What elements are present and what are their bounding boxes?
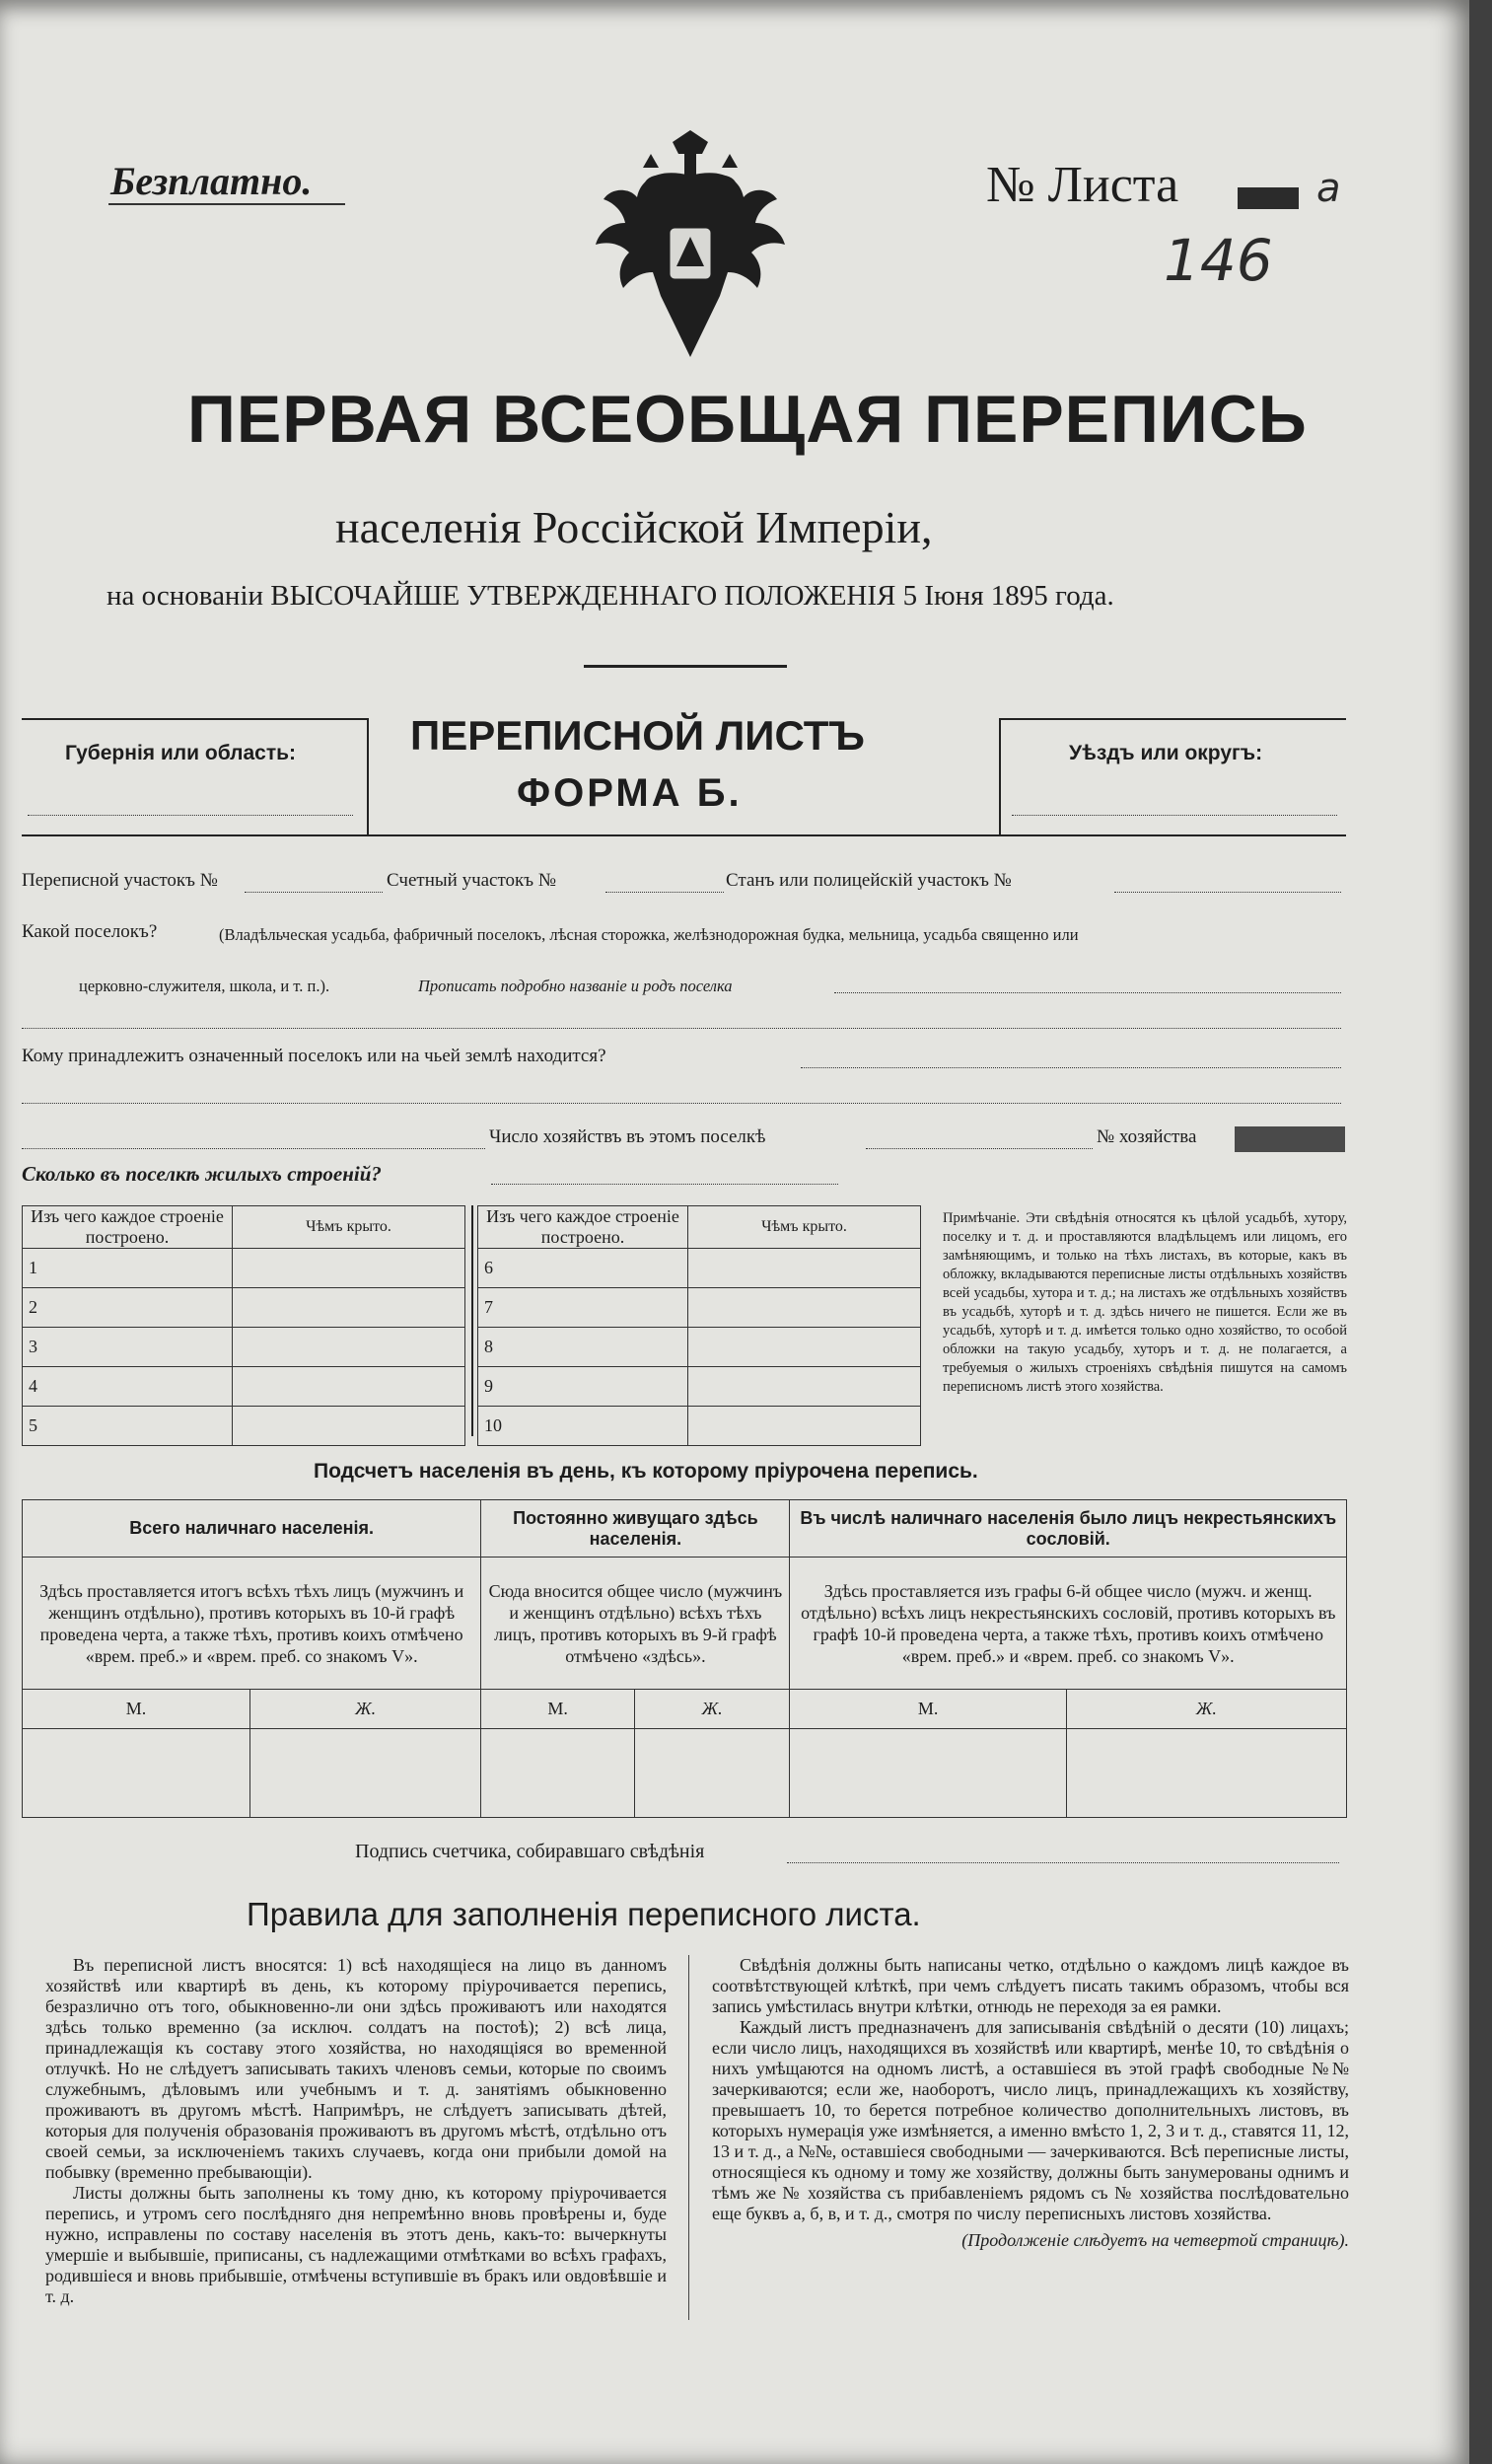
- settlement-hint: (Владѣльческая усадьба, фабричный поселокъ, лѣсная сторожка, желѣзнодорожная будка, мельница, усадьба священно или: [219, 925, 1079, 944]
- sheet-number-redaction: [1238, 187, 1299, 209]
- form-box-top-left: [22, 718, 367, 720]
- police-area-field[interactable]: [1114, 892, 1341, 893]
- form-subtitle: ФОРМА Б.: [517, 771, 743, 815]
- rules-left-paragraph-1: Въ переписной листъ вносятся: 1) всѣ находящіеся на лицо въ данномъ хозяйствѣ или квартирѣ въ день, къ которому пріурочивается перепись, безразлично отъ того, обыкновенно-ли они здѣсь проживаютъ или находятся здѣсь только временно (за исключ. солдатъ на постоѣ); 2) всѣ лица, принадлежащія къ составу этого хозяйства, но находящіяся во временной отлучкѣ. Но не слѣдуетъ записывать такихъ членовъ семьи, которые по своимъ служебнымъ, дѣловымъ или учебнымъ и т. д. занятіямъ обыкновенно проживаютъ въ другомъ мѣстѣ. Напримѣръ, не слѣдуетъ записывать дѣтей, которыя для полученія образованія проживаютъ въ другомъ мѣстѣ, отдѣльно отъ своей семьи, за исключеніемъ такихъ случаевъ, когда они прибыли домой на побывку (временно пребывающіи).: [45, 1955, 667, 2182]
- permanent-population-header: Постоянно живущаго здѣсь населенія.: [481, 1500, 790, 1558]
- building-row-number: 6: [478, 1249, 688, 1288]
- owner-question: Кому принадлежитъ означенный поселокъ или на чьей землѣ находится?: [22, 1046, 606, 1066]
- roof-cell[interactable]: [688, 1249, 921, 1288]
- roof-cell[interactable]: [233, 1249, 465, 1288]
- roof-cell[interactable]: [233, 1288, 465, 1328]
- rules-column-divider: [688, 1955, 689, 2320]
- province-label: Губернія или область:: [65, 742, 297, 764]
- building-row-number: 10: [478, 1407, 688, 1446]
- rules-left-column: [45, 1955, 667, 2307]
- free-underline: [108, 203, 345, 205]
- building-row-number: 5: [23, 1407, 233, 1446]
- rules-right-column: [712, 1955, 1349, 2251]
- permanent-population-text: Сюда вносится общее число (мужчинъ и женщинъ отдѣльно) всѣхъ тѣхъ лицъ, противъ которыхъ въ 9-й графѣ отмѣчено «здѣсь».: [481, 1558, 790, 1690]
- material-column-header: Изъ чего каждое строеніе построено.: [478, 1206, 688, 1249]
- owner-field-2[interactable]: [22, 1103, 1341, 1104]
- building-row-number: 3: [23, 1328, 233, 1367]
- free-label: Безплатно.: [110, 159, 313, 203]
- roof-cell[interactable]: [233, 1328, 465, 1367]
- census-basis: на основаніи ВЫСОЧАЙШЕ УТВЕРЖДЕННАГО ПОЛОЖЕНІЯ 5 Іюня 1895 года.: [107, 580, 1114, 612]
- settlement-question: Какой поселокъ?: [22, 921, 158, 942]
- roof-cell[interactable]: [233, 1407, 465, 1446]
- buildings-note: Примѣчаніе. Эти свѣдѣнія относятся къ цѣлой усадьбѣ, хутору, поселку и т. д. и проставляются владѣльцемъ или лицомъ, его замѣняющимъ, и только на тѣхъ листахъ, въ которые, какъ въ обложку, вкладываются переписные листы отдѣльныхъ хозяйствъ всей усадьбы, хутора и т. д.; на листахъ же отдѣльныхъ хозяйствъ въ усадьбѣ, хуторѣ и т. д. здѣсь ничего не пишется. Если же въ усадьбѣ, хуторѣ и т. д. имѣется только одно хозяйство, то особой обложки на такую усадьбу, хуторъ и т. д. не полагается, а требуемыя о жилыхъ строеніяхъ свѣдѣнія пишутся на самомъ переписномъ листѣ этого хозяйства.: [943, 1210, 1347, 1395]
- buildings-table-right: [477, 1205, 921, 1446]
- sheet-number-label: № Листа: [986, 157, 1179, 213]
- title-divider: [584, 665, 787, 668]
- permanent-female-cell[interactable]: [634, 1729, 790, 1818]
- count-area-label: Счетный участокъ №: [387, 870, 556, 891]
- roof-column-header: Чѣмъ крыто.: [233, 1206, 465, 1249]
- total-population-header: Всего наличнаго населенія.: [23, 1500, 481, 1558]
- female-column: Ж.: [1066, 1690, 1346, 1729]
- census-subtitle: населенія Россійской Имперіи,: [335, 502, 933, 552]
- building-row-number: 7: [478, 1288, 688, 1328]
- households-count-field[interactable]: [866, 1148, 1093, 1149]
- material-column-header: Изъ чего каждое строеніе построено.: [23, 1206, 233, 1249]
- census-area-field[interactable]: [245, 892, 383, 893]
- household-number-label: № хозяйства: [1097, 1126, 1197, 1147]
- roof-cell[interactable]: [688, 1288, 921, 1328]
- owner-field-1[interactable]: [801, 1067, 1341, 1068]
- roof-cell[interactable]: [688, 1367, 921, 1407]
- count-area-field[interactable]: [605, 892, 724, 893]
- household-number-redaction: [1235, 1126, 1345, 1152]
- settlement-hint-2: церковно-служителя, школа, и т. п.).: [79, 977, 330, 995]
- rules-title: Правила для заполненія переписного листа.: [247, 1896, 921, 1932]
- buildings-table-divider: [471, 1205, 473, 1436]
- building-row-number: 2: [23, 1288, 233, 1328]
- buildings-field[interactable]: [491, 1184, 838, 1185]
- rules-right-paragraph-2: Каждый листъ предназначенъ для записыванія свѣдѣній о десяти (10) лицахъ; если число лицъ, находящихся въ хозяйствѣ или квартирѣ, менѣе 10, то свѣдѣнія о нихъ умѣщаются на одномъ листѣ, а оставшіеся въ этой графѣ свободные №№ зачеркиваются; если же, наоборотъ, число лицъ, принадлежащихъ къ хозяйству, превышаетъ 10, то берется потребное количество дополнительныхъ листовъ, въ которыхъ нумерація уже измѣняется, а именно вмѣсто 1, 2, 3 и т. д., ставятся 11, 12, 13 и т. д., а №№, оставшіеся свободными — зачеркиваются. Всѣ переписные листы, относящіеся къ одному и тому же хозяйству, должны быть занумерованы однимъ и тѣмъ же № хозяйства съ прибавленіемъ рядомъ съ № хозяйства послѣдовательно еще буквъ а, б, в, и т. д., смотря по числу переписныхъ листовъ хозяйства.: [712, 2017, 1349, 2223]
- total-population-text: Здѣсь проставляется итогъ всѣхъ тѣхъ лицъ (мужчинъ и женщинъ отдѣльно), противъ которыхъ въ 10-й графѣ проведена черта, а также тѣхъ, противъ коихъ отмѣчено «врем. преб.» и «врем. преб. со знакомъ V».: [23, 1558, 481, 1690]
- signature-field[interactable]: [787, 1862, 1339, 1863]
- building-row-number: 1: [23, 1249, 233, 1288]
- form-box-divider-left: [367, 718, 369, 834]
- total-female-cell[interactable]: [249, 1729, 480, 1818]
- households-prefix-line[interactable]: [22, 1148, 485, 1149]
- roof-column-header: Чѣмъ крыто.: [688, 1206, 921, 1249]
- roof-cell[interactable]: [688, 1328, 921, 1367]
- population-title: Подсчетъ населенія въ день, къ которому пріурочена перепись.: [314, 1460, 978, 1483]
- signature-label: Подпись счетчика, собиравшаго свѣдѣнія: [355, 1841, 705, 1862]
- form-title: ПЕРЕПИСНОЙ ЛИСТЪ: [410, 712, 865, 759]
- buildings-table-left: [22, 1205, 465, 1446]
- rules-left-paragraph-2: Листы должны быть заполнены къ тому дню, къ которому пріурочивается перепись, и утромъ сего послѣдняго дня непремѣнно вновь провѣрены и, буде нужно, исправлены по составу населенія въ этотъ день, какъ-то: вычеркнуты умершіе и выбывшіе, приписаны, съ надлежащими отмѣтками во всѣхъ графахъ, родившіеся и вновь прибывшіе, отмѣчены вступившіе въ бракъ или овдовѣвшіе и т. д.: [45, 2183, 667, 2306]
- building-row-number: 9: [478, 1367, 688, 1407]
- roof-cell[interactable]: [688, 1407, 921, 1446]
- male-column: М.: [790, 1690, 1066, 1729]
- settlement-field-1[interactable]: [834, 992, 1341, 993]
- police-area-label: Станъ или полицейскій участокъ №: [726, 870, 1012, 891]
- form-box-bottom: [22, 834, 1346, 836]
- female-column: Ж.: [634, 1690, 790, 1729]
- rules-right-paragraph-1: Свѣдѣнія должны быть написаны четко, отдѣльно о каждомъ лицѣ каждое въ соотвѣтствующей клѣткѣ, при чемъ слѣдуетъ писать такимъ образомъ, чтобы вся запись умѣстилась внутри клѣтки, отнюдь не переходя за ея рамки.: [712, 1955, 1349, 2016]
- settlement-field-2[interactable]: [22, 1028, 1341, 1029]
- non-peasant-male-cell[interactable]: [790, 1729, 1066, 1818]
- sheet-letter-handwritten: а: [1316, 166, 1341, 211]
- district-label: Уѣздъ или округъ:: [1069, 742, 1263, 764]
- sheet-number-handwritten: 146: [1164, 227, 1273, 294]
- form-box-top-right: [999, 718, 1346, 720]
- settlement-hint-3: Прописать подробно названіе и родъ поселка: [418, 977, 733, 995]
- census-area-label: Переписной участокъ №: [22, 870, 218, 891]
- roof-cell[interactable]: [233, 1367, 465, 1407]
- male-column: М.: [481, 1690, 634, 1729]
- households-count-label: Число хозяйствъ въ этомъ поселкѣ: [489, 1126, 766, 1147]
- permanent-male-cell[interactable]: [481, 1729, 634, 1818]
- total-male-cell[interactable]: [23, 1729, 250, 1818]
- page-edge-shadow: [1469, 0, 1492, 2464]
- rules-continued-note: (Продолженіе слѣдуетъ на четвертой страницѣ).: [961, 2230, 1349, 2250]
- non-peasant-header: Въ числѣ наличнаго населенія было лицъ некрестьянскихъ сословій.: [790, 1500, 1347, 1558]
- population-table: [22, 1499, 1347, 1818]
- census-title: ПЕРВАЯ ВСЕОБЩАЯ ПЕРЕПИСЬ: [187, 382, 1308, 457]
- building-row-number: 4: [23, 1367, 233, 1407]
- double-headed-eagle-emblem: [582, 128, 799, 365]
- form-box-divider-right: [999, 718, 1001, 834]
- male-column: М.: [23, 1690, 250, 1729]
- non-peasant-text: Здѣсь проставляется изъ графы 6-й общее число (мужч. и женщ. отдѣльно) всѣхъ лицъ некрестьянскихъ сословій, противъ которыхъ въ графѣ 10-й проведена черта, а также тѣхъ, противъ коихъ отмѣчено «врем. преб.» и «врем. преб. со знакомъ V».: [790, 1558, 1347, 1690]
- district-field-line[interactable]: [1012, 815, 1337, 816]
- province-field-line[interactable]: [28, 815, 353, 816]
- female-column: Ж.: [249, 1690, 480, 1729]
- building-row-number: 8: [478, 1328, 688, 1367]
- non-peasant-female-cell[interactable]: [1066, 1729, 1346, 1818]
- buildings-question: Сколько въ поселкѣ жилыхъ строеній?: [22, 1162, 382, 1186]
